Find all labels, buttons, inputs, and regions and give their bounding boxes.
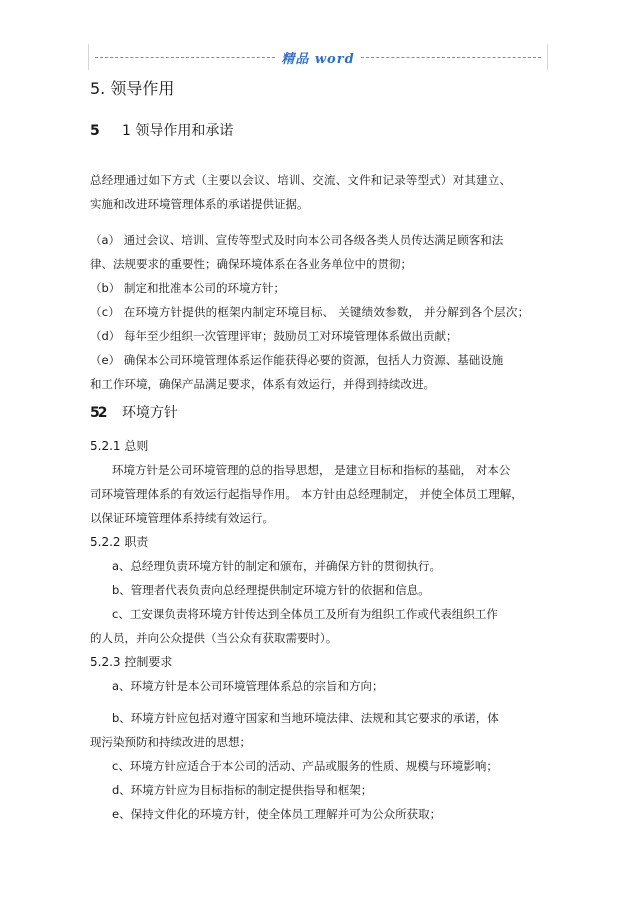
header-dash-right bbox=[361, 57, 541, 58]
item-c: （c） 在环境方针提供的框架内制定环境目标、 关键绩效参数， 并分解到各个层次； bbox=[90, 305, 530, 319]
duty-a: a、总经理负责环境方针的制定和颁布，并确保方针的贯彻执行。 bbox=[112, 559, 442, 573]
section-5-1-heading bbox=[90, 118, 550, 144]
section-5-2-1-title: 5.2.1 总则 bbox=[90, 439, 149, 453]
control-b-line-2: 现污染预防和持续改进的思想； bbox=[90, 735, 251, 749]
item-e-line-2: 和工作环境，确保产品满足要求，体系有效运行，并得到持续改进。 bbox=[90, 377, 435, 391]
general-line-1: 环境方针是公司环境管理的总的指导思想， 是建立目标和指标的基础， 对本公 bbox=[112, 463, 511, 477]
general-line-3: 以保证环境管理体系持续有效运行。 bbox=[90, 511, 274, 525]
section-5-2-title: 环境方针 bbox=[122, 405, 178, 421]
brand-logo: 精品 word bbox=[281, 51, 355, 67]
section-5-title: 5. 领导作用 bbox=[90, 79, 175, 98]
intro-line-1: 总经理通过如下方式（主要以会议、培训、交流、文件和记录等型式）对其建立、 bbox=[90, 173, 512, 187]
item-e-line-1: （e） 确保本公司环境管理体系运作能获得必要的资源，包括人力资源、基础设施 bbox=[90, 353, 504, 367]
section-5-1-number: 5 bbox=[90, 123, 98, 139]
control-e: e、保持文件化的环境方针，使全体员工理解并可为公众所获取； bbox=[112, 807, 442, 821]
section-5-2-number: 52 bbox=[90, 405, 106, 421]
duty-c-line-1: c、工安课负责将环境方针传达到全体员工及所有为组织工作或代表组织工作 bbox=[112, 607, 498, 621]
control-a: a、环境方针是本公司环境管理体系总的宗旨和方向； bbox=[112, 679, 384, 693]
document-body bbox=[90, 70, 550, 826]
page-header bbox=[88, 44, 548, 70]
header-dash-left bbox=[95, 57, 275, 58]
duty-b: b、管理者代表负责向总经理提供制定环境方针的依据和信息。 bbox=[112, 583, 430, 597]
general-line-2: 司环境管理体系的有效运行起指导作用。 本方针由总经理制定， 并使全体员工理解， bbox=[90, 487, 523, 501]
section-5-2-heading bbox=[90, 400, 550, 426]
section-5-1-title: 1 领导作用和承诺 bbox=[122, 123, 234, 139]
section-5-2-2-title: 5.2.2 职责 bbox=[90, 535, 149, 549]
item-a-line-1: （a） 通过会议、培训、宣传等型式及时向本公司各级各类人员传达满足顾客和法 bbox=[90, 233, 504, 247]
control-b-line-1: b、环境方针应包括对遵守国家和当地环境法律、法规和其它要求的承诺，体 bbox=[112, 711, 499, 725]
item-b: （b） 制定和批准本公司的环境方针； bbox=[90, 281, 285, 295]
item-d: （d） 每年至少组织一次管理评审；鼓励员工对环境管理体系做出贡献； bbox=[90, 329, 458, 343]
control-d: d、环境方针应为目标指标的制定提供指导和框架； bbox=[112, 783, 373, 797]
duty-c-line-2: 的人员，并向公众提供（当公众有获取需要时）。 bbox=[90, 631, 338, 645]
item-a-line-2: 律、法规要求的重要性；确保环境体系在各业务单位中的贯彻； bbox=[90, 257, 412, 271]
intro-line-2: 实施和改进环境管理体系的承诺提供证据。 bbox=[90, 197, 309, 211]
section-5-2-3-title: 5.2.3 控制要求 bbox=[90, 655, 173, 669]
control-c: c、环境方针应适合于本公司的活动、产品或服务的性质、规模与环境影响； bbox=[112, 759, 498, 773]
